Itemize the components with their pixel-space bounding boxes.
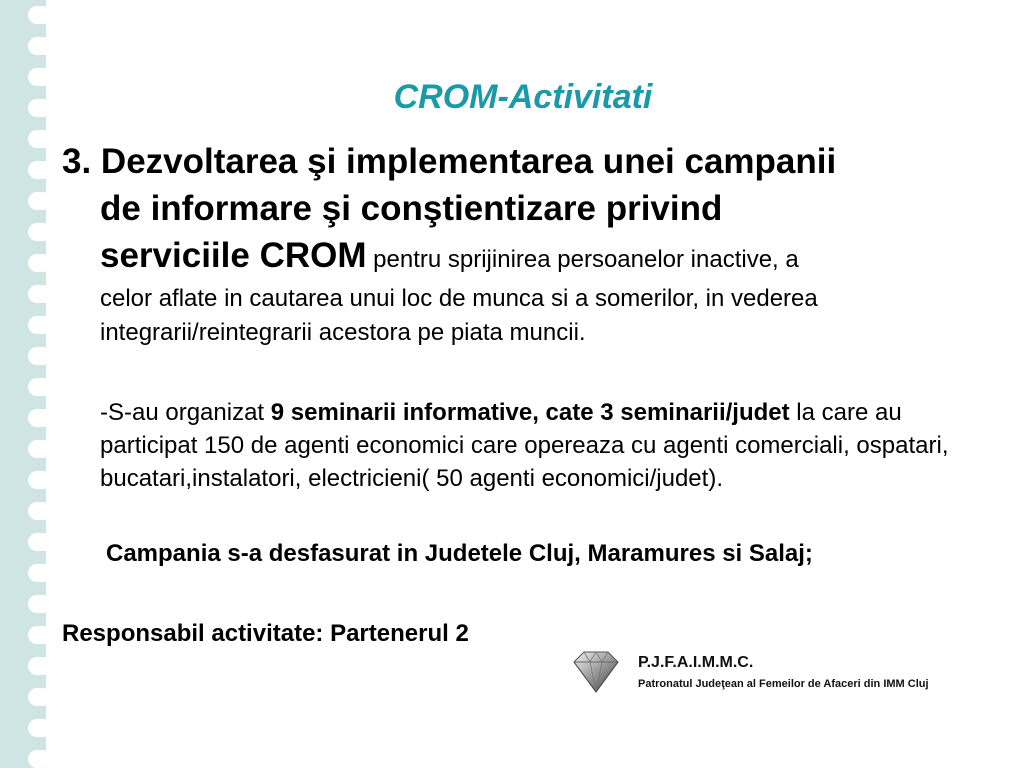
binding-hole xyxy=(28,750,46,768)
activity-heading xyxy=(62,138,962,283)
binding-hole xyxy=(28,471,46,489)
paragraph-prefix: -S-au organizat xyxy=(100,399,271,426)
heading-line-3 xyxy=(62,232,962,283)
binding-hole xyxy=(28,502,46,520)
binding-hole xyxy=(28,440,46,458)
paragraph-seminars: 9 seminarii informative, cate 3 seminarii/judet xyxy=(270,399,790,426)
binding-hole xyxy=(28,595,46,613)
binding-hole xyxy=(28,161,46,179)
heading-line-5: integrarii/reintegrarii acestora pe piata muncii. xyxy=(100,319,586,346)
binding-hole xyxy=(28,409,46,427)
binding-hole xyxy=(28,719,46,737)
binding-hole xyxy=(28,223,46,241)
heading-line-3-rest: pentru sprijinirea persoanelor inactive, a xyxy=(366,246,799,273)
diamond-icon xyxy=(568,648,624,696)
binding-hole xyxy=(28,285,46,303)
binding-hole xyxy=(28,657,46,675)
heading-continuation xyxy=(100,282,980,350)
campaign-location: Campania s-a desfasurat in Judetele Cluj, Maramures si Salaj; xyxy=(106,540,813,567)
binding-hole xyxy=(28,37,46,55)
binding-hole xyxy=(28,130,46,148)
responsible-line: Responsabil activitate: Partenerul 2 xyxy=(62,620,469,647)
logo-subtitle: Patronatul Judeţean al Femeilor de Afaceri din IMM Cluj xyxy=(638,678,929,690)
binding-hole xyxy=(28,564,46,582)
slide-title: CROM-Activitati xyxy=(393,78,653,116)
paragraph-suffix: la care au participat 150 de agenti economici care opereaza cu agenti comerciali, ospatari, bucatari,instalatori, electricieni( 50 agenti economici/judet). xyxy=(100,399,949,492)
heading-line-1: 3. Dezvoltarea şi implementarea unei campanii xyxy=(62,142,837,181)
logo-name: P.J.F.A.I.M.M.C. xyxy=(638,654,754,671)
partner-logo xyxy=(568,648,968,698)
binding-hole xyxy=(28,316,46,334)
seminar-paragraph xyxy=(100,396,980,495)
binding-hole xyxy=(28,533,46,551)
binding-hole xyxy=(28,347,46,365)
heading-line-4: celor aflate in cautarea unui loc de munca si a somerilor, in vederea xyxy=(100,285,818,312)
heading-crom-services: serviciile CROM xyxy=(100,236,367,275)
binding-hole xyxy=(28,378,46,396)
binding-hole xyxy=(28,688,46,706)
binding-hole xyxy=(28,254,46,272)
binding-hole xyxy=(28,626,46,644)
binding-hole xyxy=(28,6,46,24)
heading-line-2: de informare şi conştientizare privind xyxy=(100,189,723,228)
binding-hole xyxy=(28,192,46,210)
